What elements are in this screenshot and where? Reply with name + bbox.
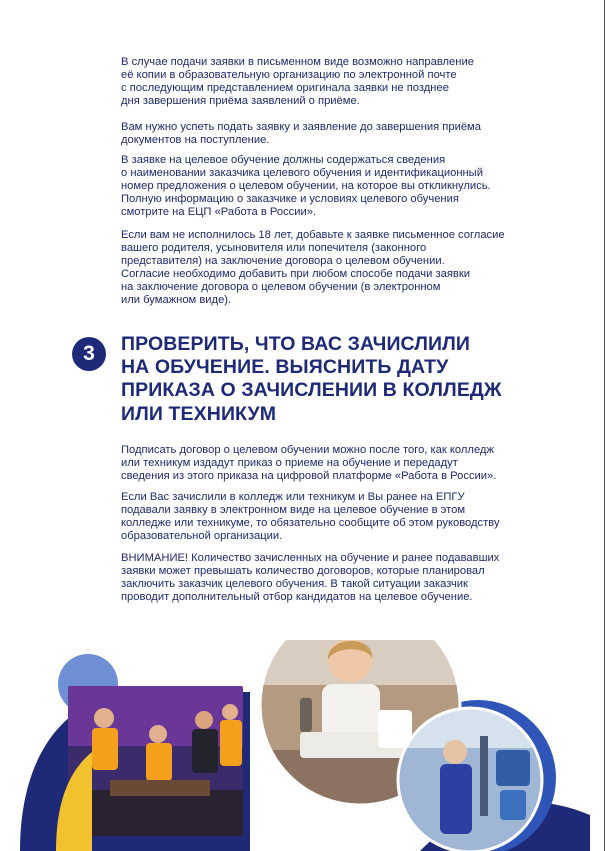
paragraph-deadline: Вам нужно успеть подать заявку и заявление до завершения приёма документов на поступление.	[121, 121, 481, 147]
step-number-badge: 3	[72, 337, 106, 371]
paragraph-enrolled-notify: Если Вас зачислили в колледж или техникум и Вы ранее на ЕПГУ подавали заявку в электронном виде на целевое обучение в этом колледже или техникуме, то обязательно сообщите об этом руководству образовательной организации.	[121, 491, 500, 543]
paragraph-attention: ВНИМАНИЕ! Количество зачисленных на обучение и ранее подававших заявки может превышать количество договоров, которые планировал заключить заказчик целевого обучения. В такой ситуации заказчик проводит дополнительный отбор кандидатов на целевое обучение.	[121, 552, 500, 604]
step-title: ПРОВЕРИТЬ, ЧТО ВАС ЗАЧИСЛИЛИ НА ОБУЧЕНИЕ. ВЫЯСНИТЬ ДАТУ ПРИКАЗА О ЗАЧИСЛЕНИИ В КОЛЛЕДЖ ИЛИ ТЕХНИКУМ	[121, 333, 502, 425]
photo-workshop-students	[68, 686, 243, 836]
paragraph-application-content: В заявке на целевое обучение должны содержаться сведения о наименовании заказчика целевого обучения и идентификационный номер предложения о целевом обучении, на которое вы откликнулись. Полную информацию о заказчике и условиях целевого обучения смотрите на ЕЦП «Работа в России».	[121, 154, 491, 219]
page-number: 3	[575, 820, 581, 831]
paragraph-written-application: В случае подачи заявки в письменном виде возможно направление её копии в образовательную организацию по электронной почте с последующим представлением оригинала заявки не позднее дня завершения приёма заявлений о приёме.	[121, 56, 474, 108]
photo-collage	[0, 640, 605, 851]
paragraph-sign-contract: Подписать договор о целевом обучении можно после того, как колледж или техникум издадут приказ о приеме на обучение и передадут сведения из этого приказа на цифровой платформе «Работа в России».	[121, 444, 497, 483]
paragraph-under-18-consent: Если вам не исполнилось 18 лет, добавьте к заявке письменное согласие вашего родителя, усыновителя или попечителя (законного представителя) на заключение договора о целевом обучении. Согласие необходимо добавить при любом способе подачи заявки на заключение договора о целевом обучении (в электронном или бумажном виде).	[121, 229, 505, 307]
